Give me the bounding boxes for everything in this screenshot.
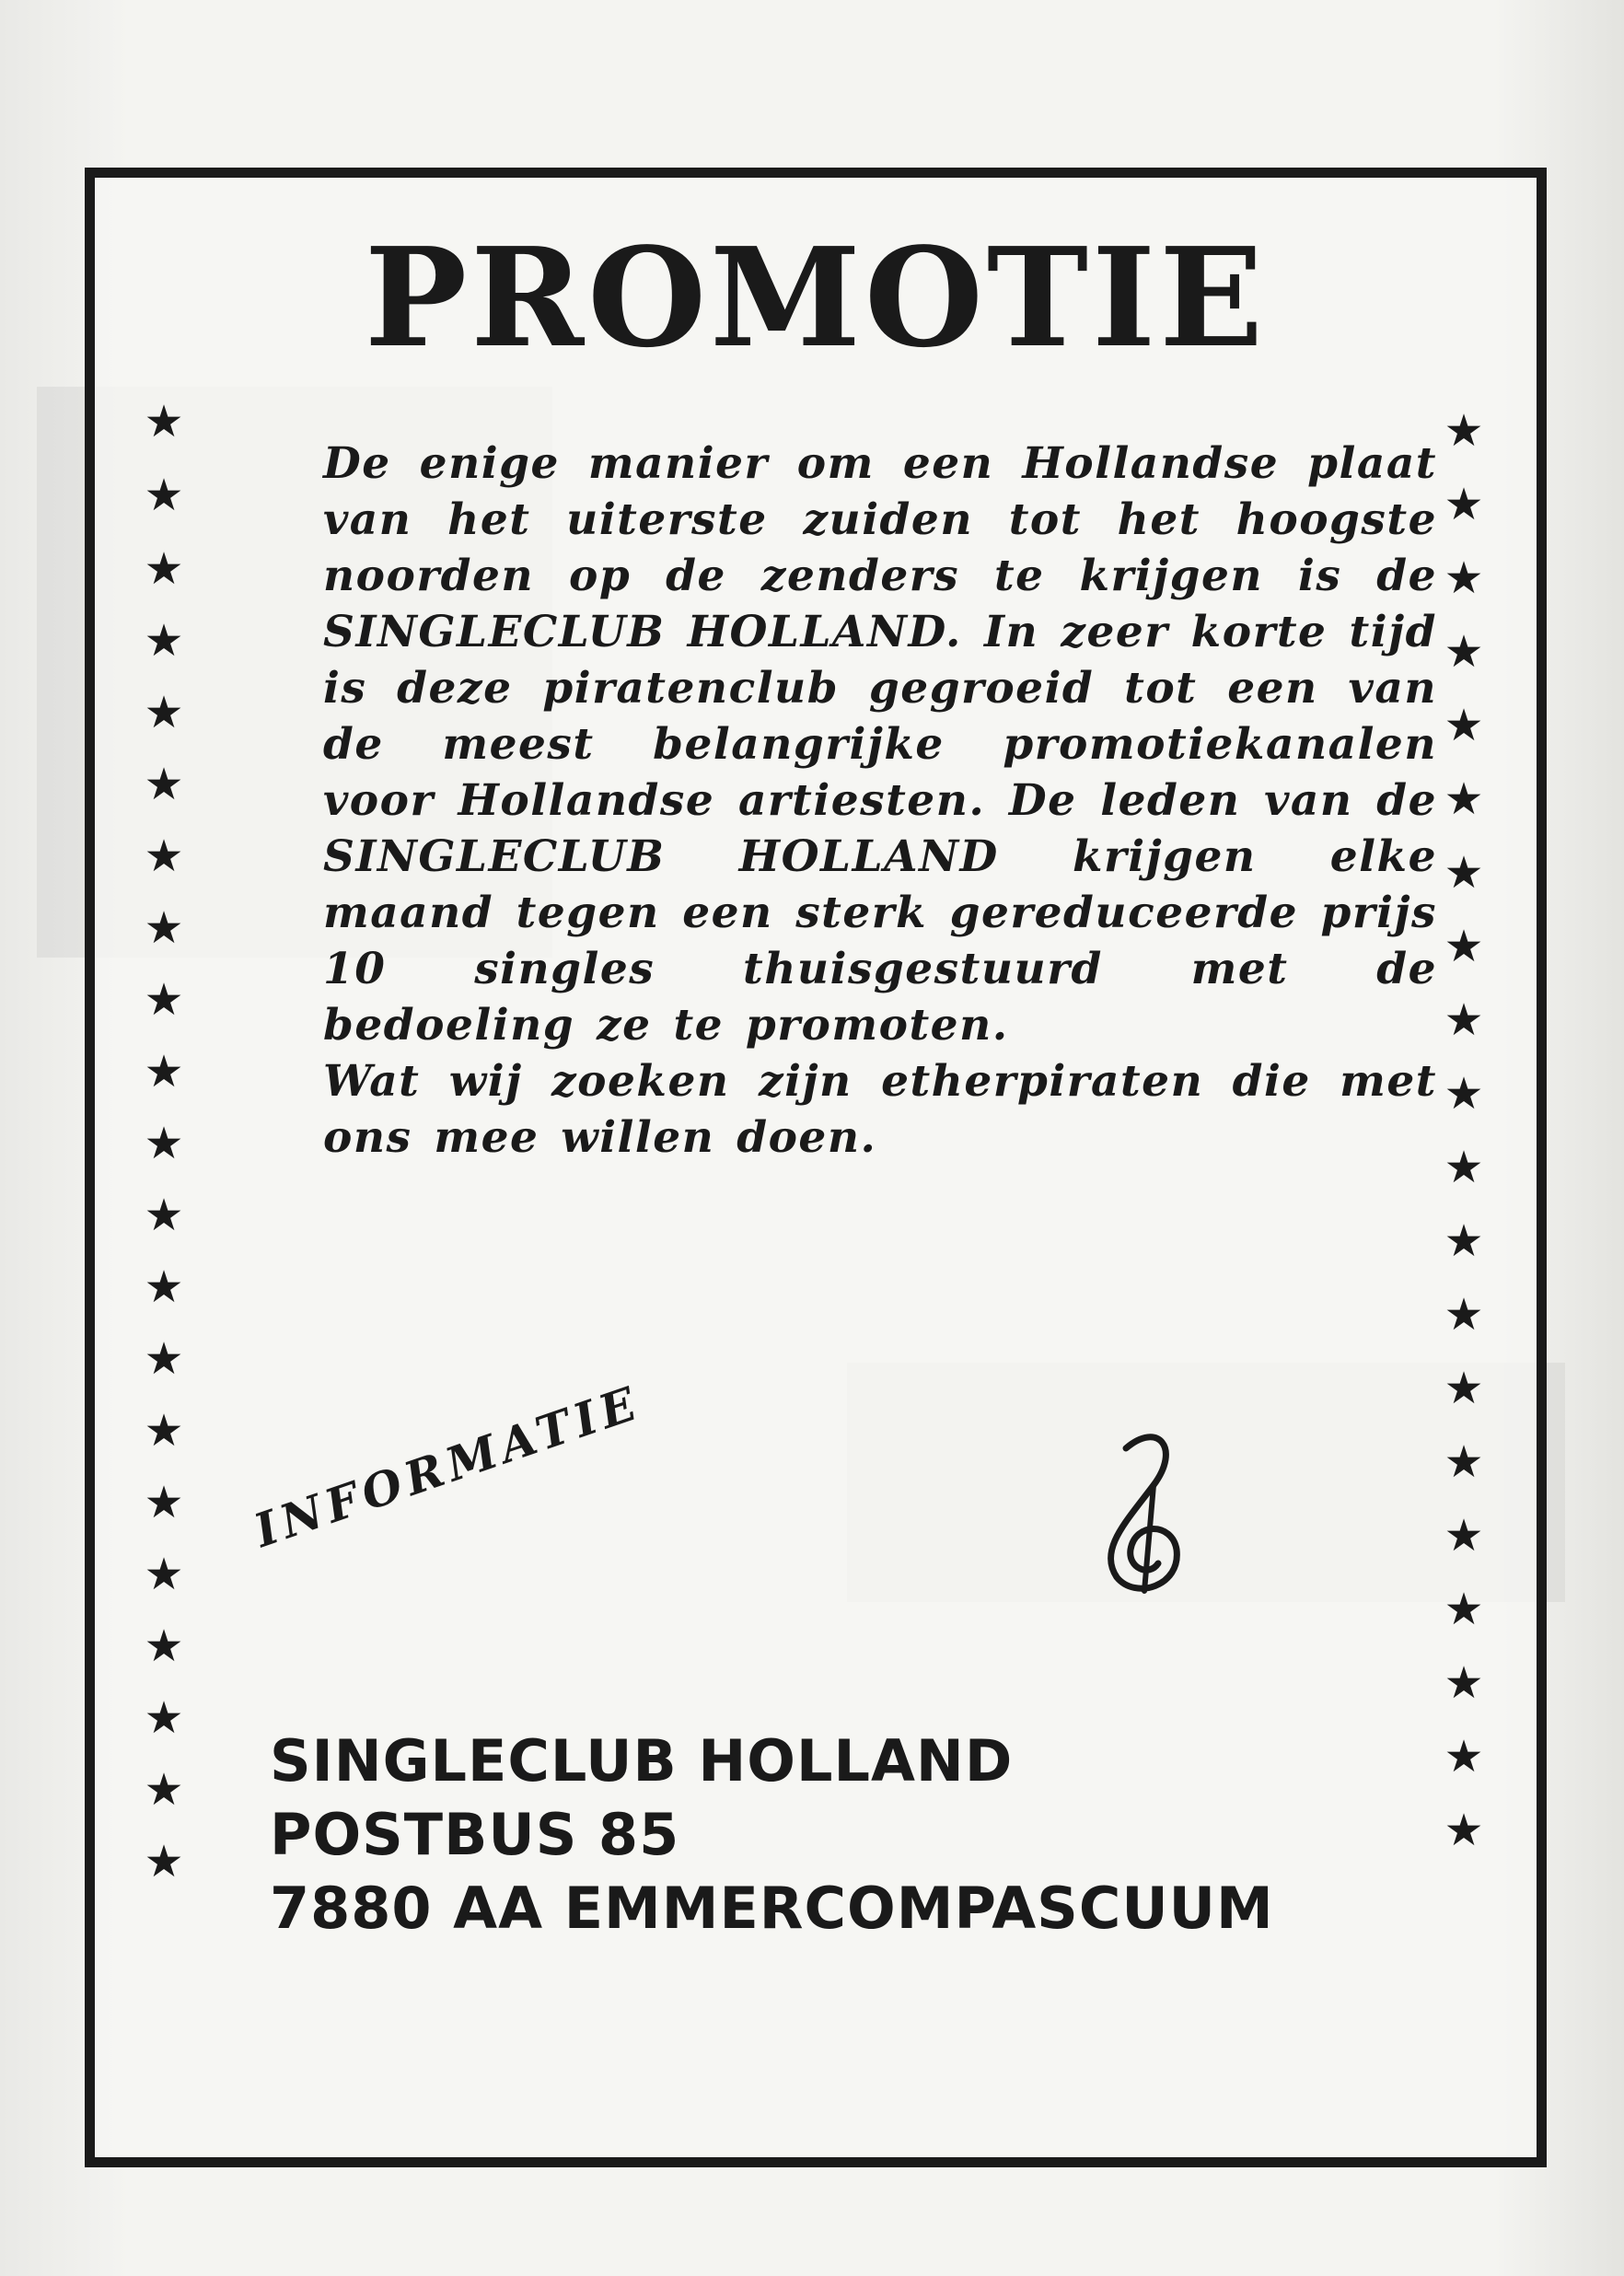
star-icon: ★ [1444, 1363, 1484, 1414]
star-icon: ★ [1444, 700, 1484, 751]
advert-title: PROMOTIE [364, 217, 1268, 377]
star-icon: ★ [1444, 1584, 1484, 1635]
star-icon: ★ [144, 1764, 184, 1816]
star-icon: ★ [144, 1836, 184, 1887]
star-icon: ★ [144, 1692, 184, 1744]
star-icon: ★ [1444, 921, 1484, 972]
advert-body [323, 435, 1437, 1166]
star-icon: ★ [144, 1261, 184, 1313]
star-icon: ★ [1444, 1510, 1484, 1562]
star-icon: ★ [144, 470, 184, 521]
star-icon: ★ [1444, 1215, 1484, 1267]
treble-clef-logo-icon [1071, 1411, 1227, 1596]
star-icon: ★ [144, 1333, 184, 1385]
star-icon: ★ [144, 902, 184, 954]
star-icon: ★ [144, 1620, 184, 1672]
advert-frame [85, 168, 1547, 2167]
star-icon: ★ [1444, 847, 1484, 899]
star-icon: ★ [144, 1405, 184, 1457]
address-postcode-city: 7880 AA EMMERCOMPASCUUM [270, 1875, 1274, 1942]
star-icon: ★ [144, 759, 184, 810]
star-icon: ★ [144, 615, 184, 667]
star-icon: ★ [144, 1477, 184, 1528]
star-icon: ★ [144, 1118, 184, 1169]
body-paragraph-call-to-action: Wat wij zoeken zijn etherpiraten die met ons mee willen doen. [323, 1056, 1437, 1163]
star-icon: ★ [1444, 1805, 1484, 1856]
star-icon: ★ [1444, 405, 1484, 457]
address-postbox: POSTBUS 85 [270, 1801, 680, 1868]
star-icon: ★ [1444, 552, 1484, 604]
star-icon: ★ [144, 396, 184, 447]
star-icon: ★ [1444, 1731, 1484, 1782]
star-icon: ★ [1444, 1657, 1484, 1709]
star-icon: ★ [144, 1046, 184, 1097]
address-club-name: SINGLECLUB HOLLAND [270, 1727, 1014, 1794]
star-icon: ★ [1444, 479, 1484, 530]
star-icon: ★ [144, 687, 184, 738]
body-paragraph: De enige manier om een Hollandse plaat van het uiterste zuiden tot het hoogste noorden op de zenders te krijgen is de SINGLECLUB HOLLAND. In zeer korte tijd is deze piratenclub gegroeid tot een van de meest belangrijke promotiekanalen voor Hollandse artiesten. De leden van de SINGLECLUB HOLLAND krijgen elke maand tegen een sterk gereduceerde prijs 10 singles thuisgestuurd met de bedoeling ze te promoten. [323, 438, 1437, 1051]
star-icon: ★ [1444, 994, 1484, 1046]
star-icon: ★ [144, 1549, 184, 1600]
star-icon: ★ [1444, 1289, 1484, 1341]
informatie-label: INFORMATIE [247, 1375, 648, 1558]
star-icon: ★ [144, 1190, 184, 1241]
star-icon: ★ [1444, 1068, 1484, 1120]
star-icon: ★ [144, 543, 184, 595]
address-block [270, 1724, 1274, 1945]
star-icon: ★ [1444, 1436, 1484, 1488]
star-icon: ★ [144, 830, 184, 882]
star-icon: ★ [1444, 773, 1484, 825]
star-icon: ★ [1444, 626, 1484, 678]
star-icon: ★ [1444, 1142, 1484, 1193]
star-icon: ★ [144, 974, 184, 1026]
